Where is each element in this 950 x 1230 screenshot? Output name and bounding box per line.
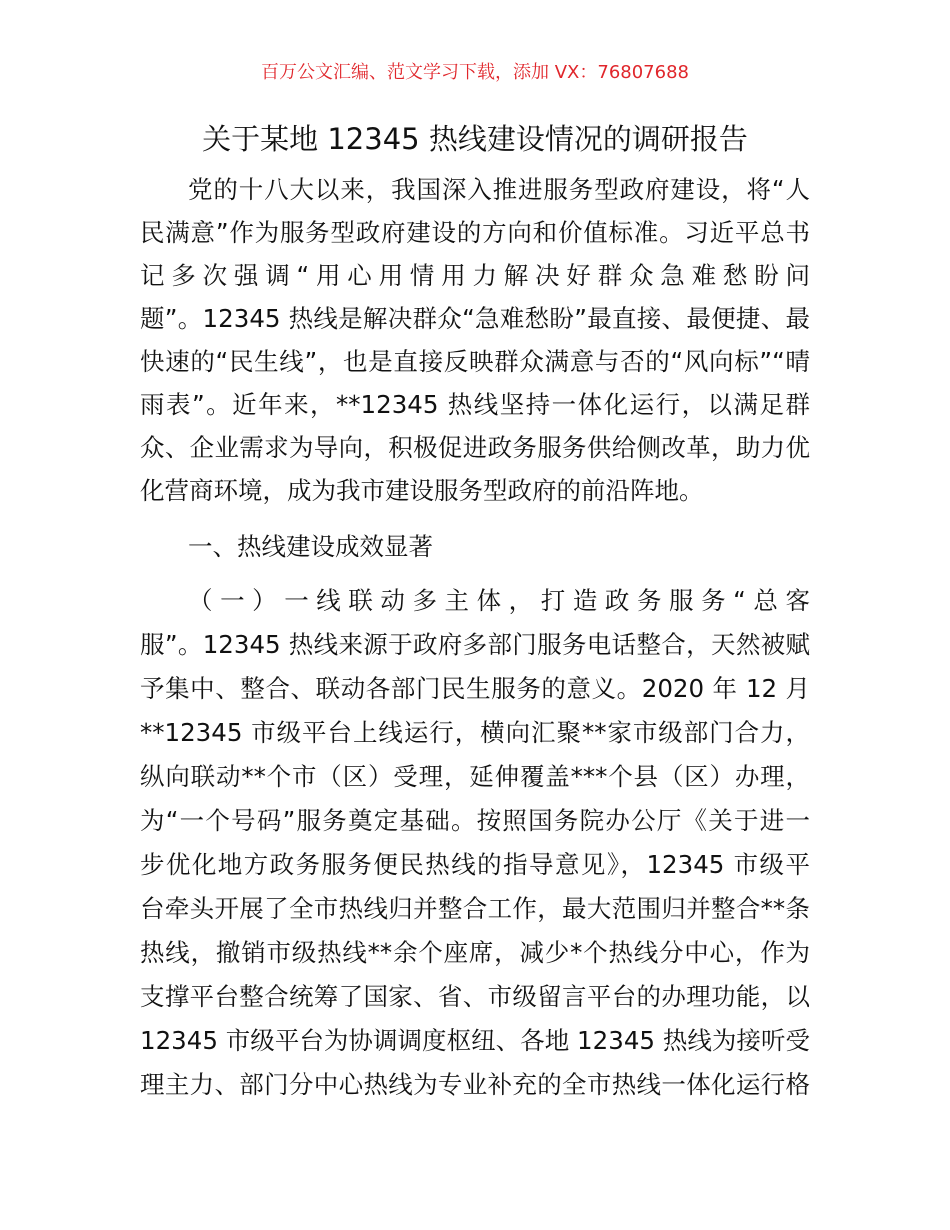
text-line: 雨表”。近年来，**12345 热线坚持一体化运行，以满足群: [140, 390, 810, 419]
text-line: 服”。12345 热线来源于政府多部门服务电话整合，天然被赋: [140, 630, 810, 659]
text-line: 快速的“民生线”，也是直接反映群众满意与否的“风向标”“晴: [140, 347, 810, 376]
text-line: 民满意”作为服务型政府建设的方向和价值标准。习近平总书: [140, 218, 810, 247]
text-line: 题”。12345 热线是解决群众“急难愁盼”最直接、最便捷、最: [140, 304, 810, 333]
text-line: 理主力、部门分中心热线为专业补充的全市热线一体化运行格: [140, 1070, 810, 1099]
text-line: 党的十八大以来，我国深入推进服务型政府建设，将“人: [188, 175, 810, 204]
document-title: 关于某地 12345 热线建设情况的调研报告: [202, 122, 748, 156]
text-line: 12345 市级平台为协调调度枢纽、各地 12345 热线为接听受: [140, 1026, 810, 1055]
text-line: 记多次强调“用心用情用力解决好群众急难愁盼问: [140, 261, 810, 290]
text-line: 化营商环境，成为我市建设服务型政府的前沿阵地。: [140, 476, 704, 505]
subsection-heading-line: （一）一线联动多主体，打造政务服务“总客: [188, 586, 810, 615]
text-line: 台牵头开展了全市热线归并整合工作，最大范围归并整合**条: [140, 894, 810, 923]
text-line: **12345 市级平台上线运行，横向汇聚**家市级部门合力，: [140, 718, 810, 747]
text-line: 支撑平台整合统筹了国家、省、市级留言平台的办理功能，以: [140, 982, 810, 1011]
text-line: 为“一个号码”服务奠定基础。按照国务院办公厅《关于进一: [140, 806, 810, 835]
section-heading: 一、热线建设成效显著: [188, 532, 433, 561]
text-line: 纵向联动**个市（区）受理，延伸覆盖***个县（区）办理，: [140, 762, 810, 791]
text-line: 众、企业需求为导向，积极促进政务服务供给侧改革，助力优: [140, 433, 810, 462]
text-line: 予集中、整合、联动各部门民生服务的意义。2020 年 12 月: [140, 674, 810, 703]
text-line: 热线，撤销市级热线**余个座席，减少*个热线分中心，作为: [140, 938, 810, 967]
header-banner: 百万公文汇编、范文学习下载，添加 VX：76807688: [261, 62, 689, 83]
text-line: 步优化地方政务服务便民热线的指导意见》，12345 市级平: [140, 850, 810, 879]
